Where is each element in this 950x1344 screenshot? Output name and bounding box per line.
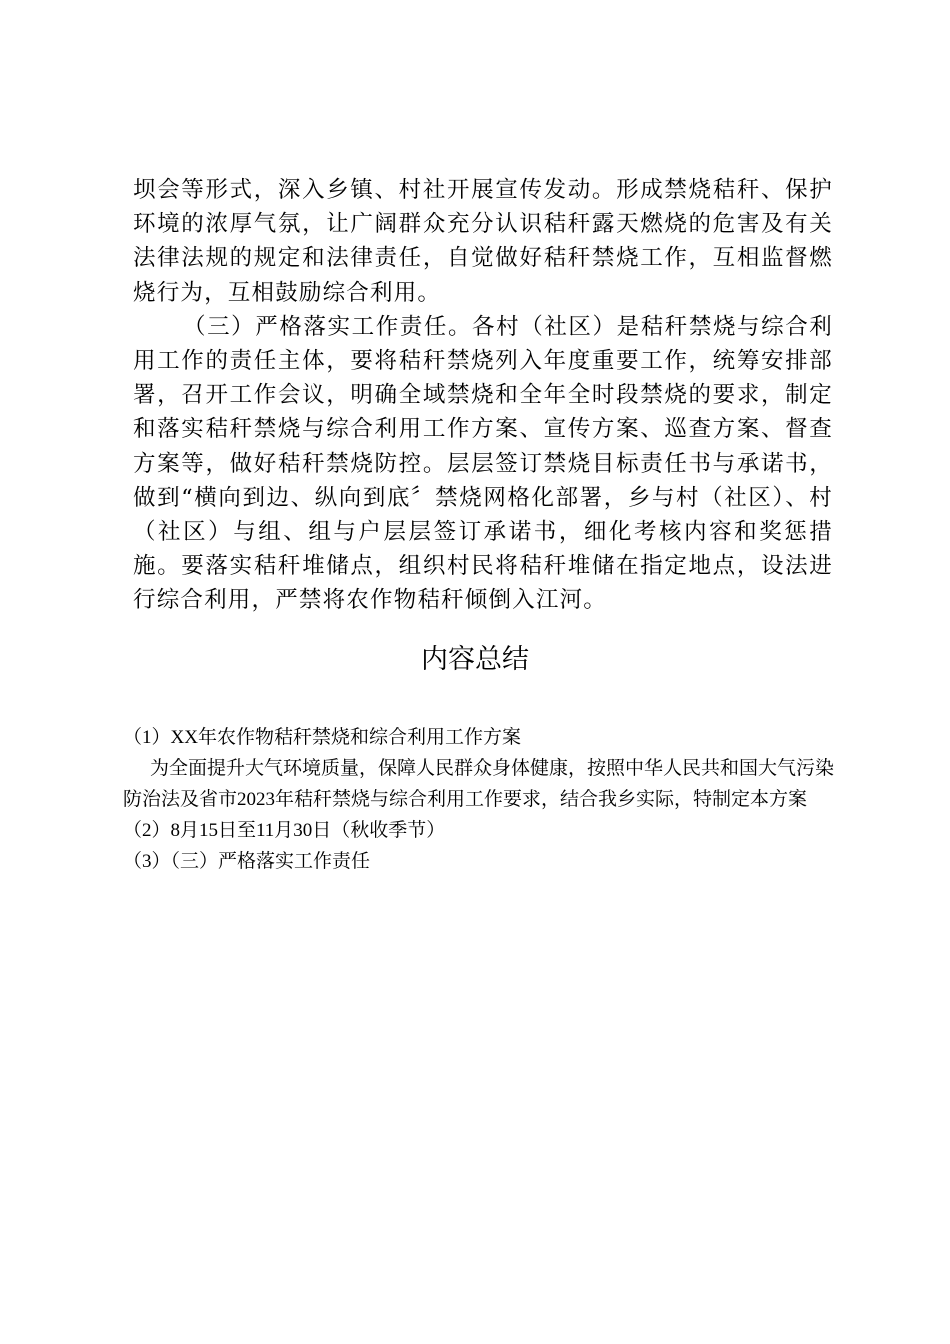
summary-item-1: （1）XX年农作物秸秆禁烧和综合利用工作方案 [123, 727, 521, 748]
body-text [133, 173, 833, 618]
summary-title: 内容总结 [421, 644, 529, 675]
summary-item-3: （3）（三）严格落实工作责任 [123, 851, 371, 872]
summary-item-2: （2）8月15日至11月30日（秋收季节） [123, 820, 446, 841]
paragraph-responsibility: （三）严格落实工作责任。各村（社区）是秸秆禁烧与综合利用工作的责任主体，要将秸秆禁烧列入年度重要工作，统筹安排部署，召开工作会议，明确全域禁烧和全年全时段禁烧的要求，制定和落实秸秆禁烧与综合利用工作方案、宣传方案、巡查方案、督查方案等，做好秸秆禁烧防控。层层签订禁烧目标责任书与承诺书，做到“横向到边、纵向到底〞禁烧网格化部署，乡与村（社区）、村（社区）与组、组与户层层签订承诺书，细化考核内容和奖惩措施。要落实秸秆堆储点，组织村民将秸秆堆储在指定地点，设法进行综合利用，严禁将农作物秸秆倾倒入江河。 [133, 313, 833, 614]
summary-item-1-detail: 为全面提升大气环境质量，保障人民群众身体健康，按照中华人民共和国大气污染防治法及省市2023年秸秆禁烧与综合利用工作要求，结合我乡实际，特制定本方案 [123, 758, 835, 810]
paragraph-promotion: 坝会等形式，深入乡镇、村社开展宣传发动。形成禁烧秸秆、保护环境的浓厚气氛，让广阔群众充分认识秸秆露天燃烧的危害及有关法律法规的规定和法律责任，自觉做好秸秆禁烧工作，互相监督燃烧行为，互相鼓励综合利用。 [133, 177, 833, 306]
summary-section [123, 722, 843, 877]
